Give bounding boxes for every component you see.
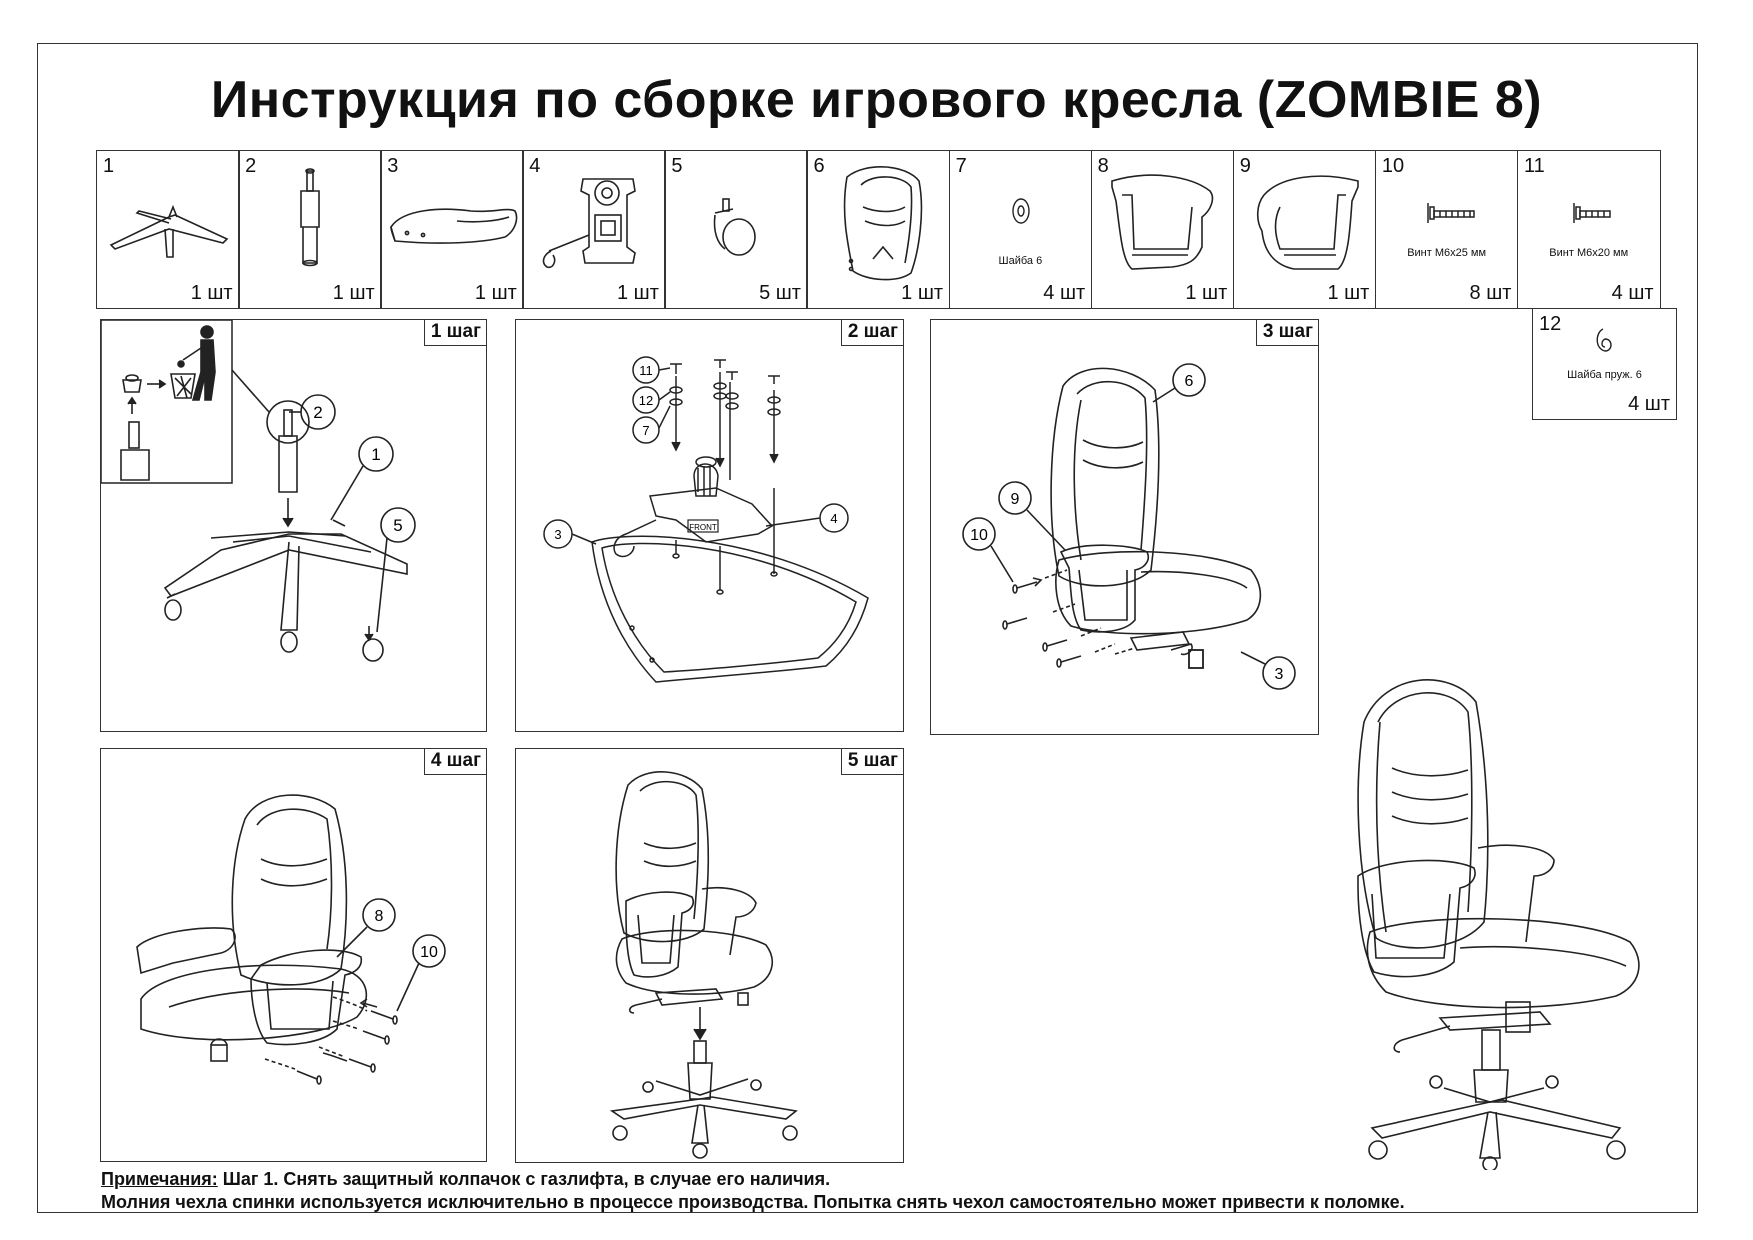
parts-table — [96, 150, 1661, 309]
part-cell-2 — [238, 150, 382, 309]
part-number: 11 — [1523, 155, 1545, 177]
part-cell-12 — [1532, 308, 1677, 420]
part-quantity: 1 шт — [474, 282, 517, 304]
callout-8: 8 — [374, 908, 384, 925]
part-cell-1 — [96, 150, 240, 309]
callout-10: 10 — [970, 527, 988, 544]
callout-11: 11 — [639, 363, 653, 378]
part-cell-11 — [1517, 150, 1661, 309]
callout-4: 4 — [830, 511, 838, 526]
part-number: 8 — [1097, 155, 1109, 177]
part-number: 12 — [1539, 313, 1562, 335]
part-number: 2 — [245, 155, 257, 177]
callout-7: 7 — [642, 423, 650, 438]
callout-2: 2 — [313, 403, 323, 422]
part-number: 5 — [671, 155, 683, 177]
part-cell-6 — [806, 150, 950, 309]
part-quantity: 4 шт — [1611, 282, 1654, 304]
part-quantity: 1 шт — [332, 282, 375, 304]
part-quantity: 1 шт — [901, 282, 944, 304]
part-cell-4 — [522, 150, 666, 309]
part-number: 7 — [955, 155, 967, 177]
part-quantity: 1 шт — [616, 282, 659, 304]
notes-prefix: Примечания: — [101, 1169, 218, 1189]
part-label: Винт М6х20 мм — [1549, 247, 1629, 259]
step-1-diagram — [101, 320, 488, 733]
step-5-diagram — [516, 749, 905, 1164]
step-label: 3 шаг — [1256, 320, 1318, 346]
part-quantity: 5 шт — [759, 282, 801, 304]
notes — [101, 1168, 1405, 1214]
part-number: 3 — [387, 155, 399, 177]
part-cell-8 — [1091, 150, 1235, 309]
step-3-panel — [930, 319, 1319, 735]
part-number: 10 — [1381, 155, 1405, 177]
step-5-panel — [515, 748, 904, 1163]
part-quantity: 4 шт — [1043, 282, 1086, 304]
step-1-panel — [100, 319, 487, 732]
notes-text-1: Шаг 1. Снять защитный колпачок с газлифта, в случае его наличия. — [217, 1169, 831, 1189]
callout-1: 1 — [371, 445, 381, 464]
part-label: Винт М6х25 мм — [1407, 247, 1487, 259]
step-2-diagram — [516, 320, 905, 733]
part-cell-3 — [380, 150, 524, 309]
assembled-chair-diagram — [1340, 662, 1680, 1170]
part-number: 9 — [1239, 155, 1251, 177]
callout-9: 9 — [1010, 491, 1020, 508]
step-4-diagram — [101, 749, 488, 1163]
part-label: Шайба 6 — [998, 255, 1043, 267]
step-label: 2 шаг — [841, 320, 903, 346]
callout-10: 10 — [420, 944, 438, 961]
callout-5: 5 — [393, 516, 403, 535]
notes-line-2: Молния чехла спинки используется исключительно в процессе производства. Попытка снять чехол самостоятельно может привести к поломке. — [101, 1192, 1405, 1212]
step-label: 5 шаг — [841, 749, 903, 775]
part-number: 4 — [529, 155, 541, 177]
part-cell-9 — [1233, 150, 1377, 309]
callout-3: 3 — [554, 527, 562, 542]
part-number: 6 — [813, 155, 825, 177]
callout-6: 6 — [1184, 373, 1194, 390]
part-quantity: 1 шт — [1327, 282, 1370, 304]
part-quantity: 1 шт — [1185, 282, 1228, 304]
part-cell-5 — [664, 150, 808, 309]
callout-3: 3 — [1274, 666, 1284, 683]
step-3-diagram — [931, 320, 1320, 736]
page-title: Инструкция по сборке игрового кресла (ZOMBIE 8) — [210, 71, 1543, 129]
part-quantity: 4 шт — [1628, 393, 1670, 415]
step-4-panel — [100, 748, 487, 1162]
part-number: 1 — [103, 155, 115, 177]
part-cell-10 — [1375, 150, 1519, 309]
front-label: FRONT — [689, 523, 717, 532]
step-label: 4 шаг — [424, 749, 486, 775]
assembled-chair-icon — [1340, 662, 1680, 1170]
part-cell-7 — [949, 150, 1093, 309]
step-label: 1 шаг — [424, 320, 486, 346]
part-quantity: 1 шт — [190, 282, 233, 304]
step-2-panel — [515, 319, 904, 732]
callout-12: 12 — [638, 393, 654, 408]
part-quantity: 8 шт — [1469, 282, 1512, 304]
part-label: Шайба пруж. 6 — [1567, 369, 1642, 381]
notes-line-1 — [101, 1168, 1405, 1191]
